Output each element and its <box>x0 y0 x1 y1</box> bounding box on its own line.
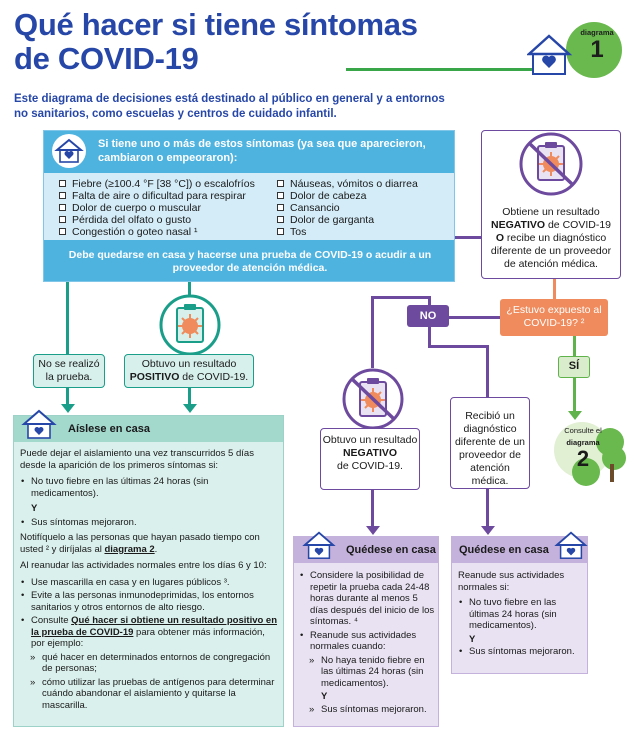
house-heart-icon <box>50 133 88 169</box>
connector-line <box>573 336 576 356</box>
symptom-item: Cansancio <box>276 202 446 214</box>
consult-label: Consulte el <box>564 426 602 435</box>
checkbox-icon <box>277 192 284 199</box>
list-item: » qué hacer en determinados entornos de congregación de personas; <box>20 652 278 675</box>
house-heart-icon <box>553 528 589 562</box>
connector-line <box>371 490 374 528</box>
symptom-item: Dolor de garganta <box>276 214 446 226</box>
list-item: • Evite a las personas inmunodeprimidas, los entornos sanitarios y otros entornos de alto riesgo. <box>20 590 278 613</box>
list-item: • Consulte Qué hacer si obtiene un resultado positivo en la prueba de COVID-19 para obtener más información, por ejemplo: <box>20 615 278 650</box>
connector-line <box>428 296 431 306</box>
stay-home-negative-title: Quédese en casa <box>346 544 436 556</box>
symptoms-title: Si tiene uno o más de estos síntomas (ya sea que aparecieron, cambiaron o empeoraron): <box>98 138 426 164</box>
stay-home-other-body: Reanude sus actividades normales si: • No tuvo fiebre en las últimas 24 horas (sin medicamentos). Y • Sus síntomas mejoraron. <box>458 570 584 660</box>
connector-line <box>66 282 69 354</box>
list-item: » cómo utilizar las pruebas de antígenos para determinar cuándo abandonar el aislamiento y quitarse la mascarilla. <box>20 677 278 712</box>
positive-result-guide-link[interactable]: Qué hacer si obtiene un resultado positivo en la prueba de COVID-19 <box>31 615 278 638</box>
checkbox-icon <box>277 180 284 187</box>
symptom-item: Náuseas, vómitos o diarrea <box>276 178 446 190</box>
arrow-icon <box>481 526 495 535</box>
positive-result-box: Obtuvo un resultado POSITIVO de COVID-19. <box>124 354 254 388</box>
checkbox-icon <box>277 204 284 211</box>
connector-line <box>553 279 556 299</box>
test-instruction-text: Debe quedarse en casa y hacerse una prueba de COVID-19 o acudir a un proveedor de atención médica. <box>68 249 432 274</box>
checkbox-icon <box>59 204 66 211</box>
not-tested-box: No se realizó la prueba. <box>33 354 105 388</box>
isolate-title: Aíslese en casa <box>68 423 150 435</box>
page-title: Qué hacer si tiene síntomas de COVID-19 <box>14 7 418 76</box>
consult-diagram-number: 2 <box>576 446 590 471</box>
virus-prohibited-icon <box>341 368 405 430</box>
symptom-item: Pérdida del olfato o gusto <box>58 214 258 226</box>
arrow-icon <box>183 404 197 413</box>
virus-prohibited-icon <box>518 132 584 196</box>
checkbox-icon <box>59 216 66 223</box>
connector-line <box>486 345 489 397</box>
badge-label: diagrama <box>580 28 614 37</box>
connector-line <box>371 296 374 368</box>
consult-diagram-word: diagrama <box>566 438 600 447</box>
diagram-2-link[interactable]: diagrama 2 <box>104 543 155 555</box>
arrow-icon <box>61 404 75 413</box>
list-item: • No tuvo fiebre en las últimas 24 horas (sin medicamentos). <box>458 597 584 632</box>
list-item: • Sus síntomas mejoraron. <box>20 517 278 529</box>
connector-line <box>486 489 489 528</box>
connector-line <box>371 296 428 299</box>
checkbox-icon <box>277 216 284 223</box>
symptom-item: Tos <box>276 226 446 238</box>
symptom-item: Falta de aire o dificultad para respirar <box>58 190 258 202</box>
connector-line <box>573 378 576 413</box>
list-item: • Considere la posibilidad de repetir la prueba cada 24-48 horas durante al menos 5 días después del inicio de los síntomas. ⁴ <box>299 570 435 628</box>
other-diagnosis-box: Recibió un diagnóstico diferente de un proveedor de atención médica. <box>450 397 530 489</box>
symptom-item: Dolor de cabeza <box>276 190 446 202</box>
arrow-icon <box>366 526 380 535</box>
connector-line <box>428 345 488 348</box>
house-heart-icon <box>301 528 337 562</box>
and-label: Y <box>321 691 328 702</box>
isolate-body: Puede dejar el aislamiento una vez transcurridos 5 días desde la aparición de los primeros síntomas si: • No tuvo fiebre en las últimas 24 horas (sin medicamentos). Y • Sus síntomas mejoraron. Notifíquelo a las personas que hayan pasado tiempo con usted ² y diríjalas al diagrama 2. Al reanudar las actividades normales entre los días 6 y 10: • Use mascarilla en casa y en lugares públicos ³. • Evite a las personas inmunodeprimidas, los entornos sanitarios y otros entornos de alto riesgo. • Consulte Qué hacer si obtiene un resultado positivo en la prueba de COVID-19 para obtener más información, por ejemplo: » qué hacer en determinados entornos de congregación de personas; » cómo utilizar las pruebas de antígenos para determinar cuándo abandonar el aislamiento y quitarse la mascarilla. <box>20 448 278 715</box>
symptoms-list-left <box>58 178 258 238</box>
stay-home-negative-body <box>299 570 435 717</box>
stay-home-other-title: Quédese en casa <box>459 544 549 556</box>
list-item: » Sus síntomas mejoraron. <box>299 704 435 716</box>
and-label: Y <box>469 633 476 645</box>
negative-or-diagnosis-text: Obtiene un resultado NEGATIVO de COVID-19 O recibe un diagnóstico diferente de un proveedor de atención médica. <box>490 206 612 270</box>
no-label: NO <box>407 305 449 327</box>
connector-line <box>428 327 431 347</box>
symptom-item: Dolor de cuerpo o muscular <box>58 202 258 214</box>
checkbox-icon <box>59 180 66 187</box>
and-label: Y <box>31 503 38 514</box>
exposure-question: ¿Estuvo expuesto al COVID-19? ² <box>500 299 608 336</box>
intro-text: Este diagrama de decisiones está destinado al público en general y a entornos no sanitarios, como escuelas y centros de cuidado infantil. <box>14 93 445 120</box>
virus-clipboard-icon <box>158 294 222 356</box>
badge-number: 1 <box>590 36 604 63</box>
house-heart-icon <box>20 406 58 442</box>
list-item: • Reanude sus actividades normales cuando: <box>299 630 435 653</box>
negative-result-box: Obtuvo un resultado NEGATIVO de COVID-19. <box>320 428 420 490</box>
checkbox-icon <box>59 228 66 235</box>
yes-label: SÍ <box>558 356 590 378</box>
checkbox-icon <box>277 228 284 235</box>
symptom-item: Congestión o goteo nasal ¹ <box>58 226 258 238</box>
symptom-item: Fiebre (≥100.4 °F [38 °C]) o escalofríos <box>58 178 258 190</box>
list-item: » No haya tenido fiebre en las últimas 24 horas (sin medicamentos). <box>299 655 435 690</box>
checkbox-icon <box>59 192 66 199</box>
list-item: • Sus síntomas mejoraron. <box>458 646 584 658</box>
symptoms-list-right <box>276 178 446 238</box>
list-item: • Use mascarilla en casa y en lugares públicos ³. <box>20 577 278 589</box>
connector-line <box>455 236 481 239</box>
list-item: • No tuvo fiebre en las últimas 24 horas (sin medicamentos). <box>20 476 278 499</box>
house-heart-icon <box>527 32 577 78</box>
